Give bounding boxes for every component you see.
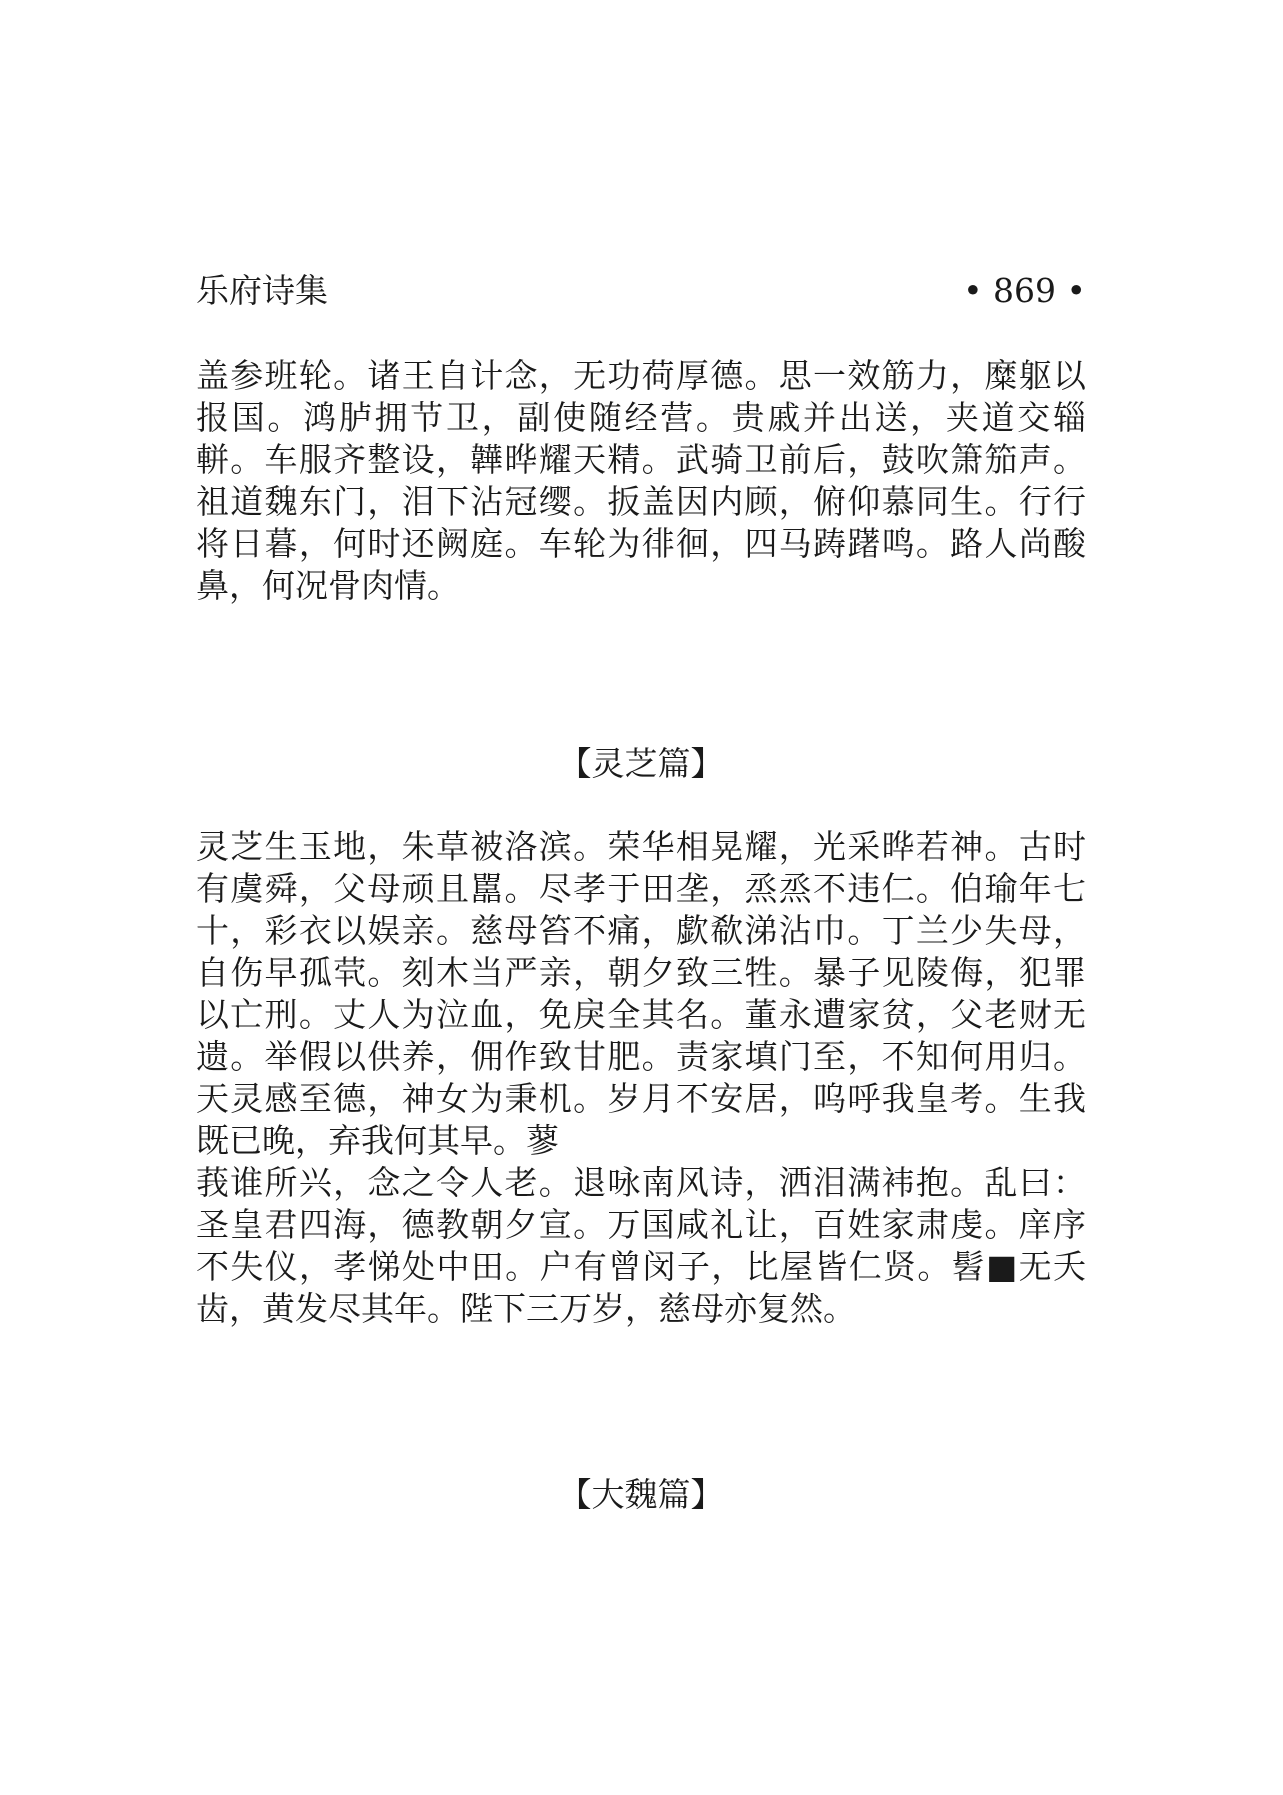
page-header	[196, 268, 1086, 314]
paragraph-continued: 盖参班轮。诸王自计念，无功荷厚德。思一效筋力，糜躯以报国。鸿胪拥节卫，副使随经营。贵戚并出送，夹道交辎軿。车服齐整设，韡晔耀天精。武骑卫前后，鼓吹箫笳声。祖道魏东门，泪下沾冠缨。扳盖因内顾，俯仰慕同生。行行将日暮，何时还阙庭。车轮为徘徊，四马踌躇鸣。路人尚酸鼻，何况骨肉情。	[196, 356, 1086, 605]
page-number: • 869 •	[963, 271, 1086, 310]
section-heading-dawei: 【大魏篇】	[558, 1475, 724, 1514]
section-heading-lingzhi: 【灵芝篇】	[558, 744, 724, 783]
paragraph-lingzhi-2: 莪谁所兴，念之令人老。退咏南风诗，洒泪满袆抱。乱曰：圣皇君四海，德教朝夕宣。万国咸礼让，百姓家肃虔。庠序不失仪，孝悌处中田。户有曾闵子，比屋皆仁贤。髫■无夭齿，黄发尽其年。陛下三万岁，慈母亦复然。	[196, 1163, 1086, 1328]
book-title: 乐府诗集	[196, 271, 328, 310]
paragraph-lingzhi-1: 灵芝生玉地，朱草被洛滨。荣华相晃耀，光采晔若神。古时有虞舜，父母顽且嚚。尽孝于田垄，烝烝不违仁。伯瑜年七十，彩衣以娱亲。慈母笞不痛，歔欷涕沾巾。丁兰少失母，自伤早孤茕。刻木当严亲，朝夕致三牲。暴子见陵侮，犯罪以亡刑。丈人为泣血，免戾全其名。董永遭家贫，父老财无遗。举假以供养，佣作致甘肥。责家填门至，不知何用归。天灵感至德，神女为秉机。岁月不安居，呜呼我皇考。生我既已晚，弃我何其早。蓼	[196, 827, 1086, 1160]
